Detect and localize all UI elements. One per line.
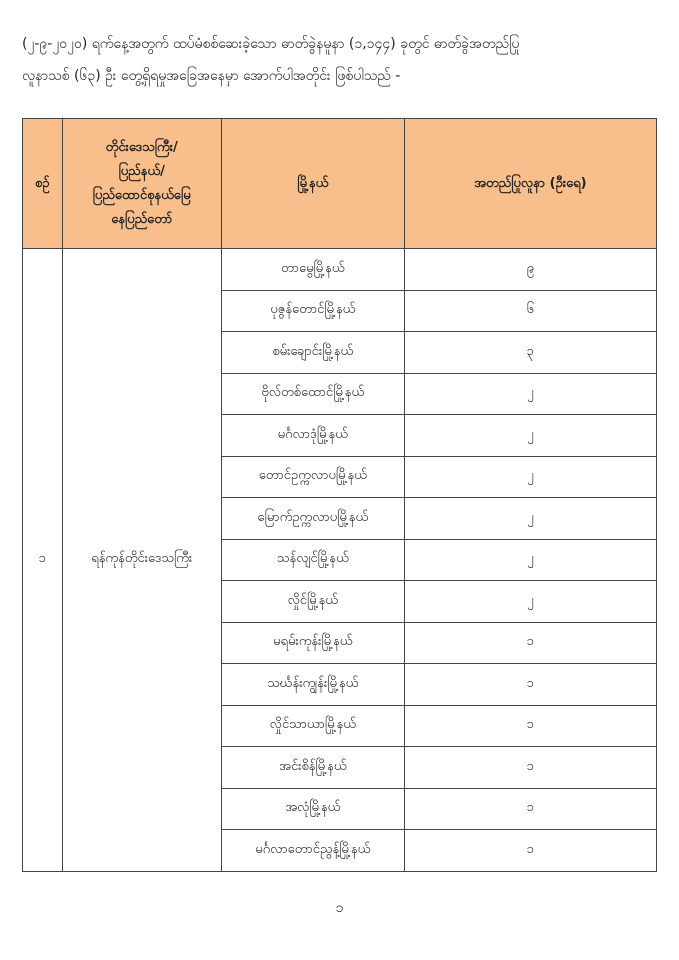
township-cell: မရမ်းကုန်းမြို့နယ်: [221, 622, 404, 664]
count-cell: ၂: [404, 456, 656, 498]
region-cell: ရန်ကုန်တိုင်းဒေသကြီး: [62, 249, 221, 872]
township-cell: ဗိုလ်တစ်ထောင်မြို့နယ်: [221, 373, 404, 415]
header-no: စဉ်: [23, 119, 63, 249]
intro-line-1: (၂-၉-၂၀၂၀) ရက်နေ့အတွက် ထပ်မံစစ်ဆေးခဲ့သော ဓာတ်ခွဲနမူနာ (၁,၁၄၄) ခုတွင် ဓာတ်ခွဲအတည်ပြု: [22, 36, 520, 52]
count-cell: ၂: [404, 539, 656, 581]
cases-table: [22, 118, 657, 872]
count-cell: ၁: [404, 788, 656, 830]
township-cell: သင်္ဃန်းကျွန်းမြို့နယ်: [221, 664, 404, 706]
count-cell: ၆: [404, 290, 656, 332]
township-cell: အလုံမြို့နယ်: [221, 788, 404, 830]
township-cell: တာမွေမြို့နယ်: [221, 249, 404, 291]
township-cell: လှိုင်မြို့နယ်: [221, 581, 404, 623]
township-cell: မင်္ဂလာတောင်ညွန့်မြို့နယ်: [221, 830, 404, 872]
header-region-line: တိုင်းဒေသကြီး/: [105, 139, 178, 155]
count-cell: ၂: [404, 581, 656, 623]
header-township: မြို့နယ်: [221, 119, 404, 249]
township-cell: လှိုင်သာယာမြို့နယ်: [221, 705, 404, 747]
row-number-cell: ၁: [23, 249, 63, 872]
township-cell: မြောက်ဥက္ကလာပမြို့နယ်: [221, 498, 404, 540]
count-cell: ၁: [404, 705, 656, 747]
count-cell: ၁: [404, 747, 656, 789]
count-cell: ၁: [404, 830, 656, 872]
count-cell: ၃: [404, 332, 656, 374]
header-region: [62, 119, 221, 249]
header-region-line: ပြည်ထောင်စုနယ်မြေ: [92, 187, 191, 203]
table-header-row: [23, 119, 657, 249]
count-cell: ၁: [404, 622, 656, 664]
page-number: ၁: [335, 900, 344, 916]
township-cell: သန်လျင်မြို့နယ်: [221, 539, 404, 581]
count-cell: ၂: [404, 373, 656, 415]
count-cell: ၂: [404, 415, 656, 457]
header-region-line: နေပြည်တော်: [111, 211, 173, 227]
township-cell: အင်းစိန်မြို့နယ်: [221, 747, 404, 789]
header-count: အတည်ပြုလူနာ (ဦးရေ): [404, 119, 656, 249]
township-cell: တောင်ဥက္ကလာပမြို့နယ်: [221, 456, 404, 498]
count-cell: ၁: [404, 664, 656, 706]
header-region-line: ပြည်နယ်/: [118, 163, 165, 179]
township-cell: ပုဇွန်တောင်မြို့နယ်: [221, 290, 404, 332]
intro-line-2: လူနာသစ် (၆၃) ဦး တွေ့ရှိရမှုအခြေအနေမှာ အောက်ပါအတိုင်း ဖြစ်ပါသည် -: [22, 68, 401, 84]
intro-paragraph: [22, 28, 662, 92]
count-cell: ၉: [404, 249, 656, 291]
count-cell: ၂: [404, 498, 656, 540]
township-cell: မင်္ဂလာဒုံမြို့နယ်: [221, 415, 404, 457]
township-cell: စမ်းချောင်းမြို့နယ်: [221, 332, 404, 374]
table-row: [23, 249, 657, 291]
